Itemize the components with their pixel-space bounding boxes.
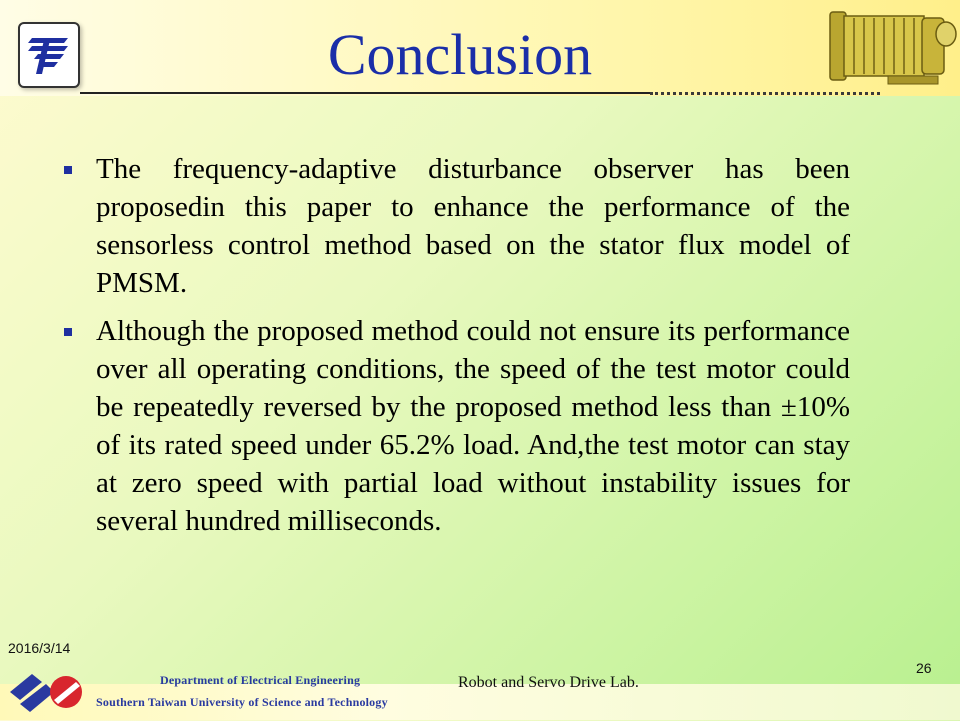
- motor-icon: [828, 4, 960, 93]
- title-underline: [80, 92, 650, 94]
- bullet-text: The frequency-adaptive disturbance observer has been proposedin this paper to enhance the performance of the sensorless control method based on the stator flux model of PMSM.: [96, 153, 850, 299]
- department-name: Department of Electrical Engineering: [160, 673, 361, 687]
- bullet-list: [60, 150, 850, 550]
- list-item: [60, 312, 850, 540]
- university-name: Southern Taiwan University of Science and Technology: [96, 695, 388, 709]
- lab-name: Robot and Servo Drive Lab.: [458, 674, 639, 691]
- list-item: [60, 150, 850, 302]
- bullet-text: Although the proposed method could not ensure its performance over all operating conditions, the speed of the test motor could be repeatedly reversed by the proposed method less than ±10% of its rated speed under 65.2% load. And,the test motor can stay at zero speed with partial load without instability issues for several hundred milliseconds.: [96, 315, 850, 537]
- slide-date: 2016/3/14: [8, 640, 71, 656]
- university-footer-logo-icon: [6, 670, 86, 721]
- square-bullet-icon: [64, 328, 72, 336]
- slide-title: Conclusion: [327, 22, 593, 87]
- title-dotted-rule: [650, 92, 880, 95]
- square-bullet-icon: [64, 166, 72, 174]
- page-number: 26: [916, 660, 932, 676]
